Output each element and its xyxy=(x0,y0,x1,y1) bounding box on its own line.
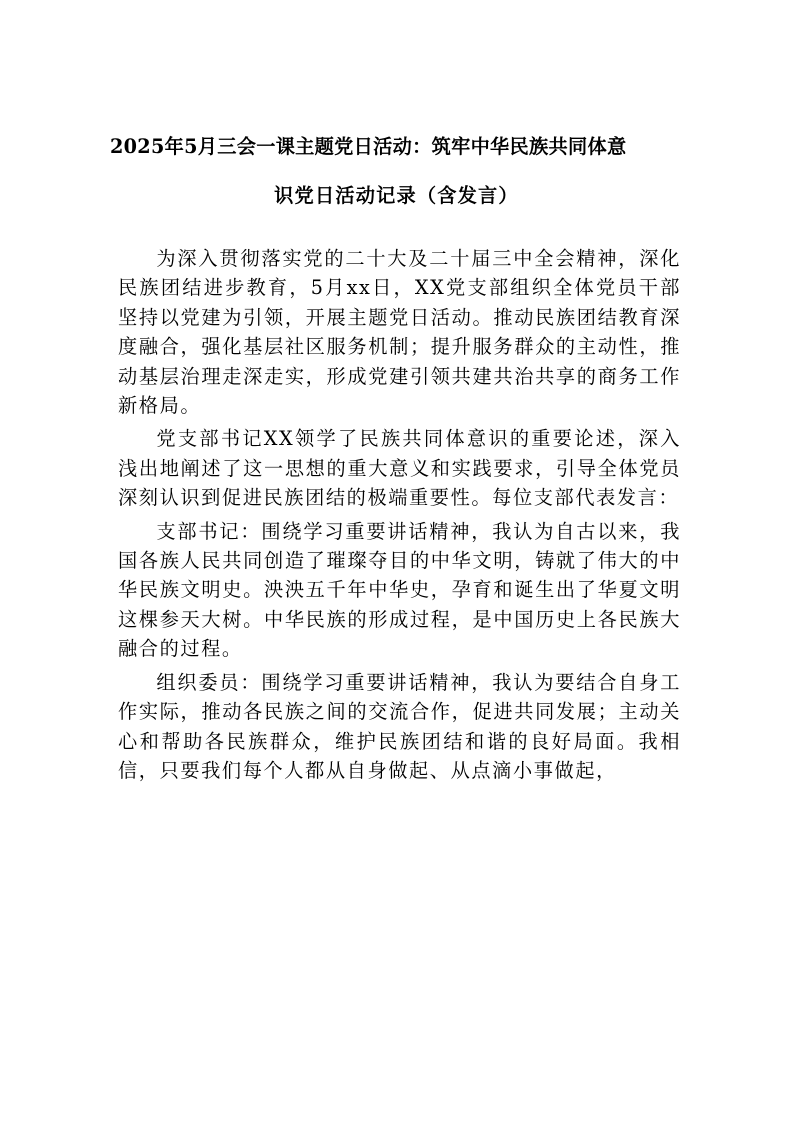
title-line-1: 2025年5月三会一课主题党日活动：筑牢中华民族共同体意 xyxy=(110,135,627,158)
title-line-2: 识党日活动记录（含发言） xyxy=(274,184,519,207)
branch-secretary-speech: 支部书记：围绕学习重要讲话精神，我认为自古以来，我国各族人民共同创造了璀璨夺目的中华文明，铸就了伟大的中华民族文明史。泱泱五千年中华史，孕育和诞生出了华夏文明这棵参天大树。中华民族的形成过程，是中国历史上各民族大融合的过程。 xyxy=(118,519,681,661)
study-paragraph: 党支部书记XX领学了民族共同体意识的重要论述，深入浅出地阐述了这一思想的重大意义和实践要求，引导全体党员深刻认识到促进民族团结的极端重要性。每位支部代表发言： xyxy=(118,427,681,510)
organization-committee-speech: 组织委员：围绕学习重要讲话精神，我认为要结合自身工作实际，推动各民族之间的交流合作，促进共同发展；主动关心和帮助各民族群众，维护民族团结和谐的良好局面。我相信，只要我们每个人都从自身做起、从点滴小事做起， xyxy=(118,670,681,782)
document-body xyxy=(118,244,681,785)
intro-paragraph: 为深入贯彻落实党的二十大及二十届三中全会精神，深化民族团结进步教育，5月xx日，XX党支部组织全体党员干部坚持以党建为引领，开展主题党日活动。推动民族团结教育深度融合，强化基层社区服务机制；提升服务群众的主动性，推动基层治理走深走实，形成党建引领共建共治共享的商务工作新格局。 xyxy=(118,247,681,418)
document-title xyxy=(110,122,683,220)
